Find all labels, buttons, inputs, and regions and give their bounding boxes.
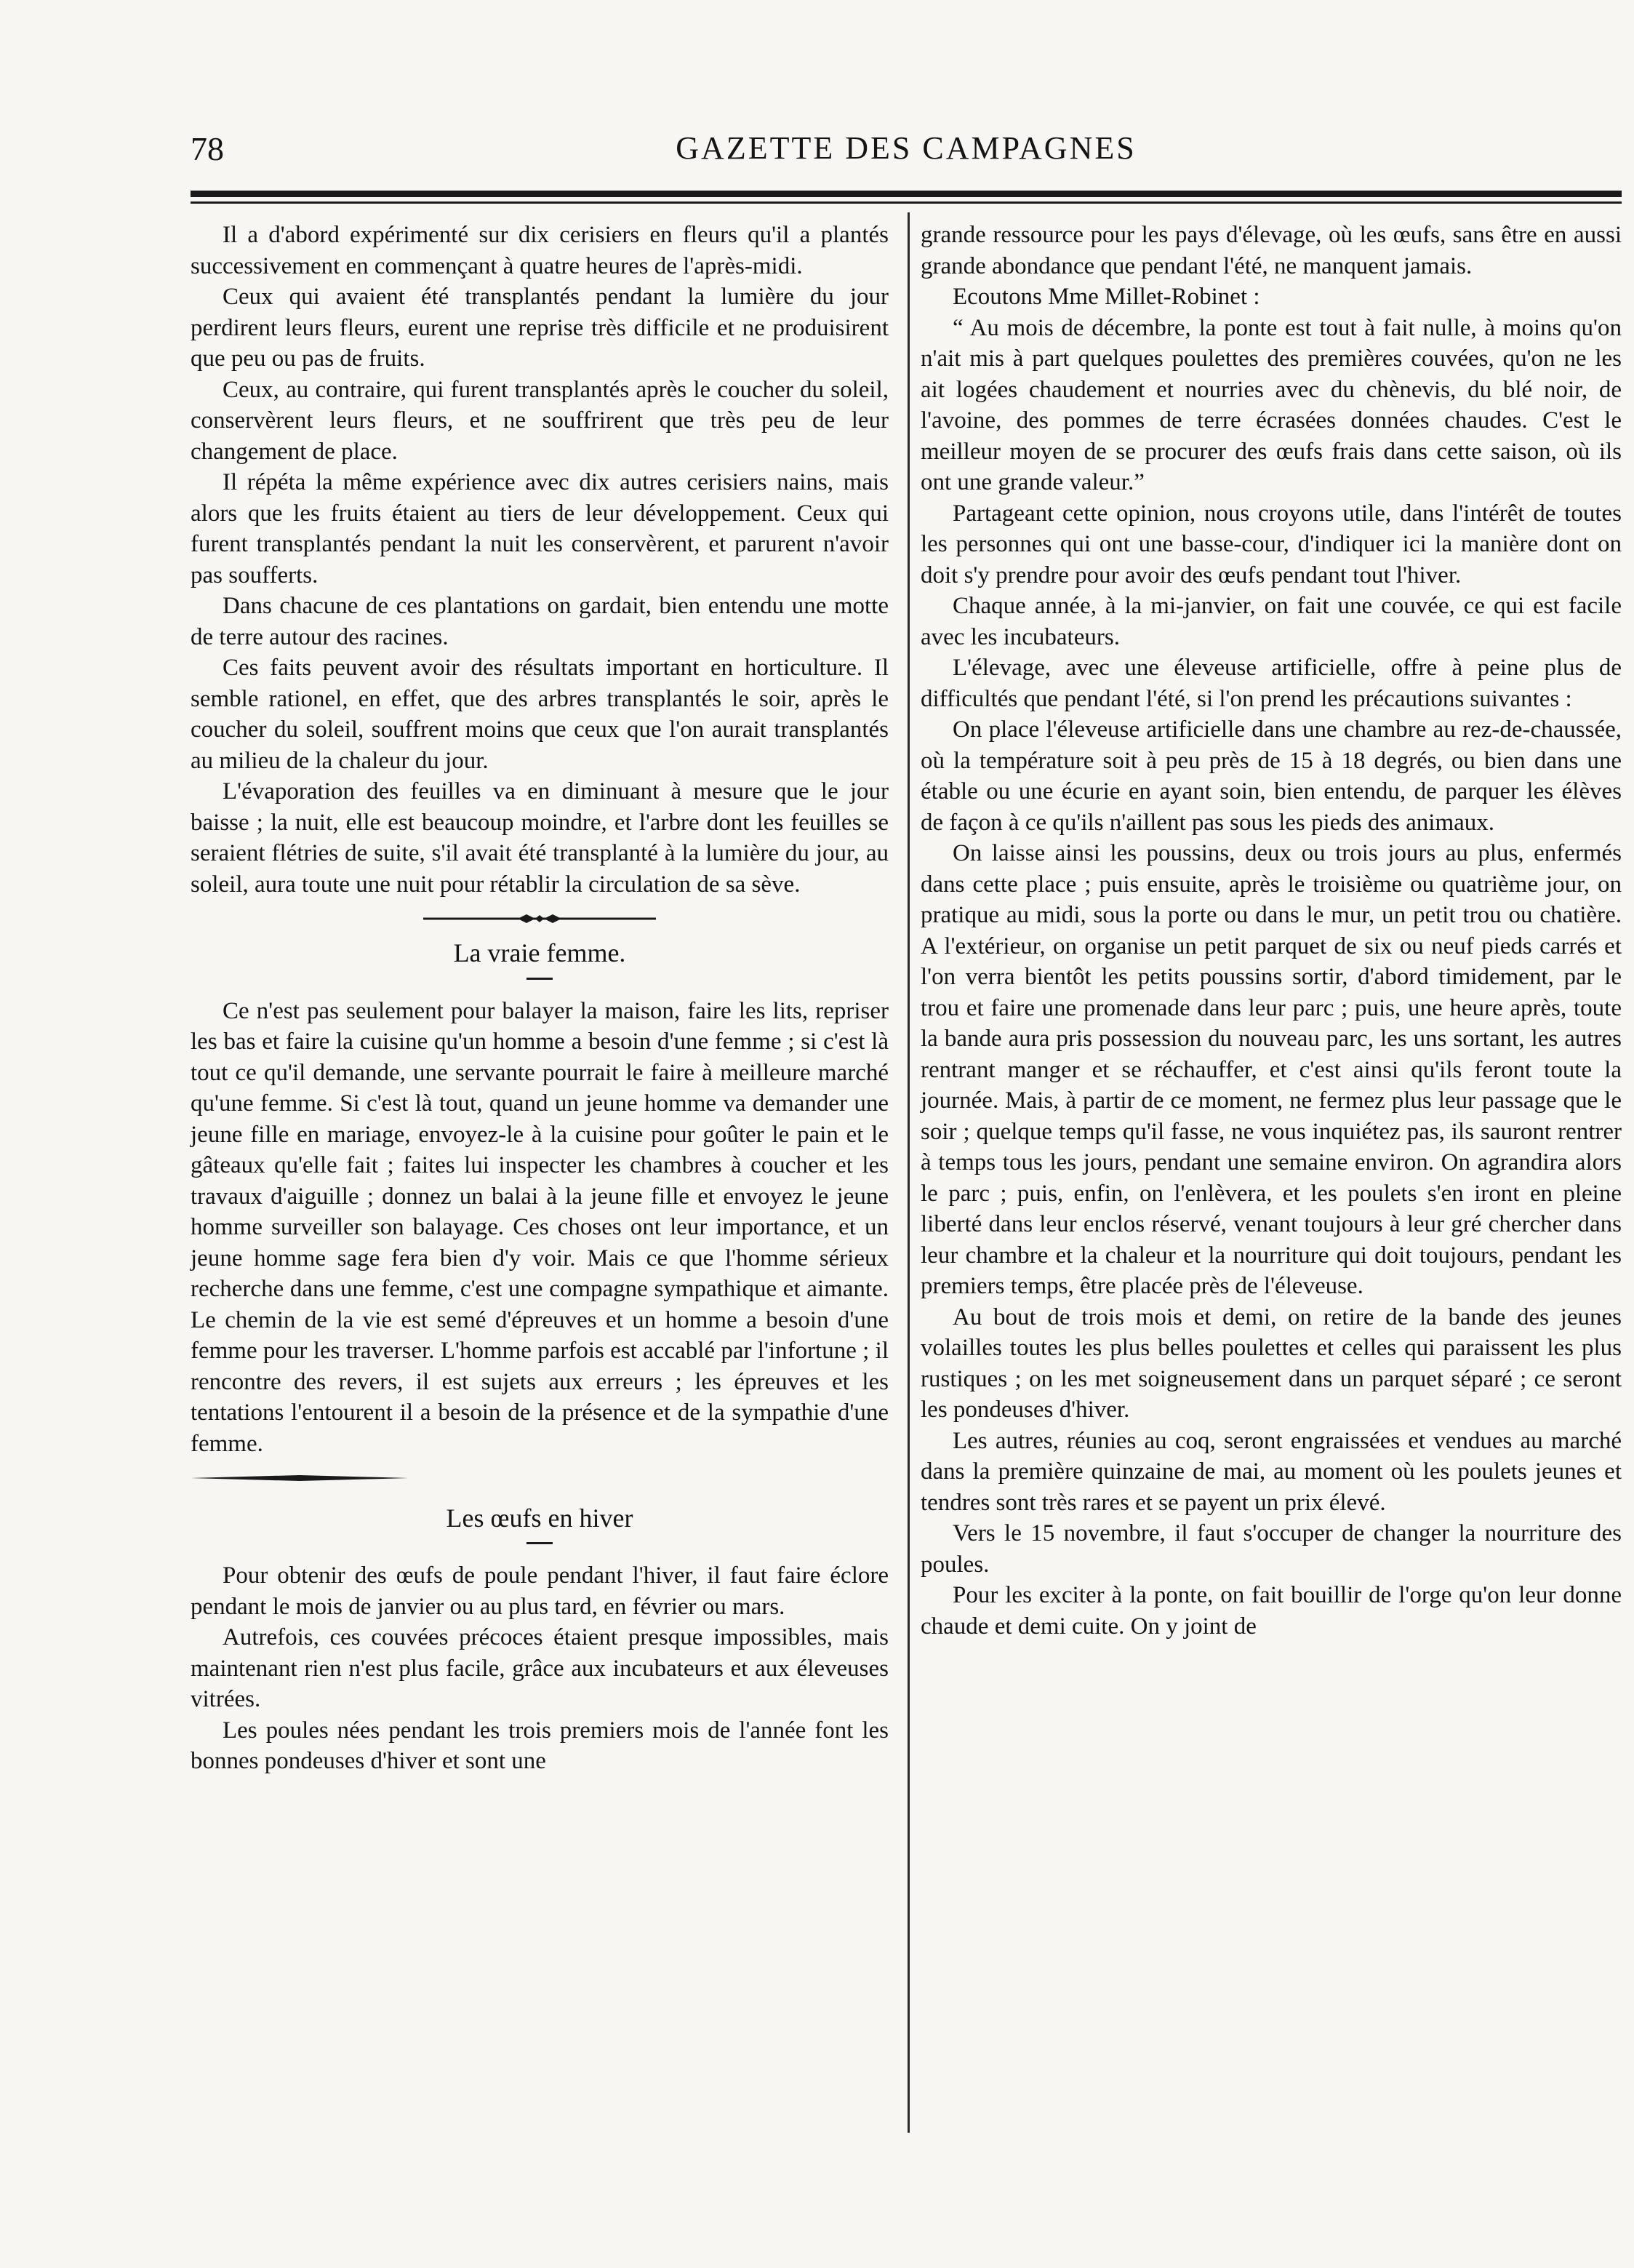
paragraph: Ecoutons Mme Millet-Robinet : — [953, 284, 1260, 310]
section-title-vraie-femme: La vraie femme. — [453, 938, 626, 967]
journal-title: GAZETTE DES CAMPAGNES — [676, 130, 1137, 166]
paragraph: “ Au mois de décembre, la ponte est tout à fait nulle, à moins qu'on n'ait mis à part quelques poulettes des premières couvées, qu'on ne les ait logées chaudement et nourries avec du chènevis, du blé noir, de l'avoine, des pommes de terre écrasées données chaudes. C'est le meilleur moyen de se procurer des œufs frais dans cette saison, où ils ont une grande valeur.” — [921, 314, 1622, 495]
paragraph: Dans chacune de ces plantations on gardait, bien entendu une motte de terre autour des racines. — [191, 593, 889, 650]
paragraph: Ces faits peuvent avoir des résultats important en horticulture. Il semble rationel, en effet, que des arbres transplantés le soir, après le coucher du soleil, souffrent moins que ceux que l'on aurait transplantés au milieu de la chaleur du jour. — [191, 655, 889, 774]
left-column — [191, 220, 889, 1777]
title-dash — [526, 1542, 553, 1544]
paragraph: Il a d'abord expérimenté sur dix cerisiers en fleurs qu'il a plantés successivement en commençant à quatre heures de l'après-midi. — [191, 222, 889, 279]
paragraph: L'élevage, avec une éleveuse artificielle, offre à peine plus de difficultés que pendant l'été, si l'on prend les précautions suivantes : — [921, 655, 1622, 712]
column-divider — [908, 212, 910, 2133]
paragraph: Vers le 15 novembre, il faut s'occuper de changer la nourriture des poules. — [921, 1520, 1622, 1578]
paragraph: Ceux, au contraire, qui furent transplantés après le coucher du soleil, conservèrent leurs fleurs, et ne souffrirent que très peu de leur changement de place. — [191, 376, 889, 465]
paragraph: Les autres, réunies au coq, seront engraissées et vendues au marché dans la première quinzaine de mai, au moment où les poulets jeunes et tendres sont très rares et se payent un prix élevé. — [921, 1427, 1622, 1516]
page-number: 78 — [191, 130, 224, 167]
paragraph: Autrefois, ces couvées précoces étaient presque impossibles, mais maintenant rien n'est plus facile, grâce aux incubateurs et aux éleveuses vitrées. — [191, 1624, 889, 1712]
paragraph: Il répéta la même expérience avec dix autres cerisiers nains, mais alors que les fruits étaient au tiers de leur développement. Ceux qui furent transplantés pendant la nuit les conservèrent, et parurent n'avoir pas soufferts. — [191, 469, 889, 588]
paragraph: Ce n'est pas seulement pour balayer la maison, faire les lits, repriser les bas et faire la cuisine qu'un homme a besoin d'une femme ; si c'est là tout ce qu'il demande, une servante pourrait le faire à meilleure marché qu'une femme. Si c'est là tout, quand un jeune homme va demander une jeune fille en mariage, envoyez-le à la cuisine pour goûter le pain et le gâteaux qu'elle fait ; faites lui inspecter les chambres à coucher et les travaux d'aiguille ; donnez un balai à la jeune fille et envoyez le jeune homme surveiller son balayage. Ces choses ont leur importance, et un jeune homme sage fera bien d'y voir. Mais ce que l'homme sérieux recherche dans une femme, c'est une compagne sympathique et aimante. Le chemin de la vie est semé d'épreuves et un homme a besoin d'une femme pour les traverser. L'homme parfois est accablé par l'infortune ; il rencontre des revers, il est sujets aux erreurs ; les épreuves et les tentations l'entourent il a besoin de la présence et de la sympathie d'une femme. — [191, 997, 889, 1457]
paragraph: Partageant cette opinion, nous croyons utile, dans l'intérêt de toutes les personnes qui ont une basse-cour, d'indiquer ici la manière dont on doit s'y prendre pour avoir des œufs pendant tout l'hiver. — [921, 500, 1622, 588]
paragraph: Au bout de trois mois et demi, on retire de la bande des jeunes volailles toutes les plus belles poulettes et celles qui paraissent les plus rustiques ; on les met soigneusement dans un parquet séparé ; ce seront les pondeuses d'hiver. — [921, 1303, 1622, 1423]
section-ornament — [191, 900, 889, 938]
paragraph: L'évaporation des feuilles va en diminuant à mesure que le jour baisse ; la nuit, elle est beaucoup moindre, et l'arbre dont les feuilles se seraient flétries de suite, s'il avait été transplanté à la lumière du jour, au soleil, aura toute une nuit pour rétablir la circulation de sa sève. — [191, 778, 889, 898]
paragraph: On place l'éleveuse artificielle dans une chambre au rez-de-chaussée, où la température soit à peu près de 15 à 18 degrés, ou bien dans une étable ou une écurie en ayant soin, bien entendu, de parquer les élèves de façon à ce qu'ils n'aillent pas sous les pieds des animaux. — [921, 716, 1622, 836]
paragraph: Pour obtenir des œufs de poule pendant l'hiver, il faut faire éclore pendant le mois de janvier ou au plus tard, en février ou mars. — [191, 1562, 889, 1620]
section-title-oeufs-hiver: Les œufs en hiver — [446, 1503, 633, 1533]
page-header — [191, 122, 1622, 173]
header-rule-thin — [191, 201, 1622, 204]
section-divider — [191, 1475, 409, 1481]
title-dash — [526, 978, 553, 980]
paragraph: Ceux qui avaient été transplantés pendant la lumière du jour perdirent leurs fleurs, eurent une reprise très difficile et ne produisirent que peu ou pas de fruits. — [191, 284, 889, 372]
header-rule-thick — [191, 191, 1622, 197]
right-column — [921, 220, 1622, 1642]
paragraph: Pour les exciter à la ponte, on fait bouillir de l'orge qu'on leur donne chaude et demi cuite. On y joint de — [921, 1582, 1622, 1640]
paragraph: Chaque année, à la mi-janvier, on fait une couvée, ce qui est facile avec les incubateurs. — [921, 593, 1622, 650]
paragraph: On laisse ainsi les poussins, deux ou trois jours au plus, enfermés dans cette place ; puis ensuite, après le troisième ou quatrième jour, on pratique au midi, sous la porte ou dans le mur, un petit trou ou chatière. A l'extérieur, on organise un petit parquet de six ou neuf pieds carrés et l'on verra bientôt les petits poussins sortir, d'abord timidement, par le trou et faire une promenade dans leur parc ; puis, une heure après, toute la bande aura pris possession du nouveau parc, les uns sortant, les autres rentrant manger et se réchauffer, et c'est ainsi qu'ils feront toute la journée. Mais, à partir de ce moment, ne fermez plus leur passage que le soir ; quelque temps qu'il fasse, ne vous inquiétez pas, ils sauront rentrer à temps tous les jours, pendant une semaine environ. On agrandira alors le parc ; puis, enfin, on l'enlèvera, et les poulets s'en iront en pleine liberté dans leur enclos réservé, venant toujours à leur gré chercher dans leur chambre et la chaleur et la nourriture qui doit toujours, pendant les premiers temps, être placée près de l'éleveuse. — [921, 840, 1622, 1299]
paragraph: grande ressource pour les pays d'élevage, où les œufs, sans être en aussi grande abondance que pendant l'été, ne manquent jamais. — [921, 222, 1622, 279]
paragraph: Les poules nées pendant les trois premiers mois de l'année font les bonnes pondeuses d'hiver et sont une — [191, 1717, 889, 1774]
